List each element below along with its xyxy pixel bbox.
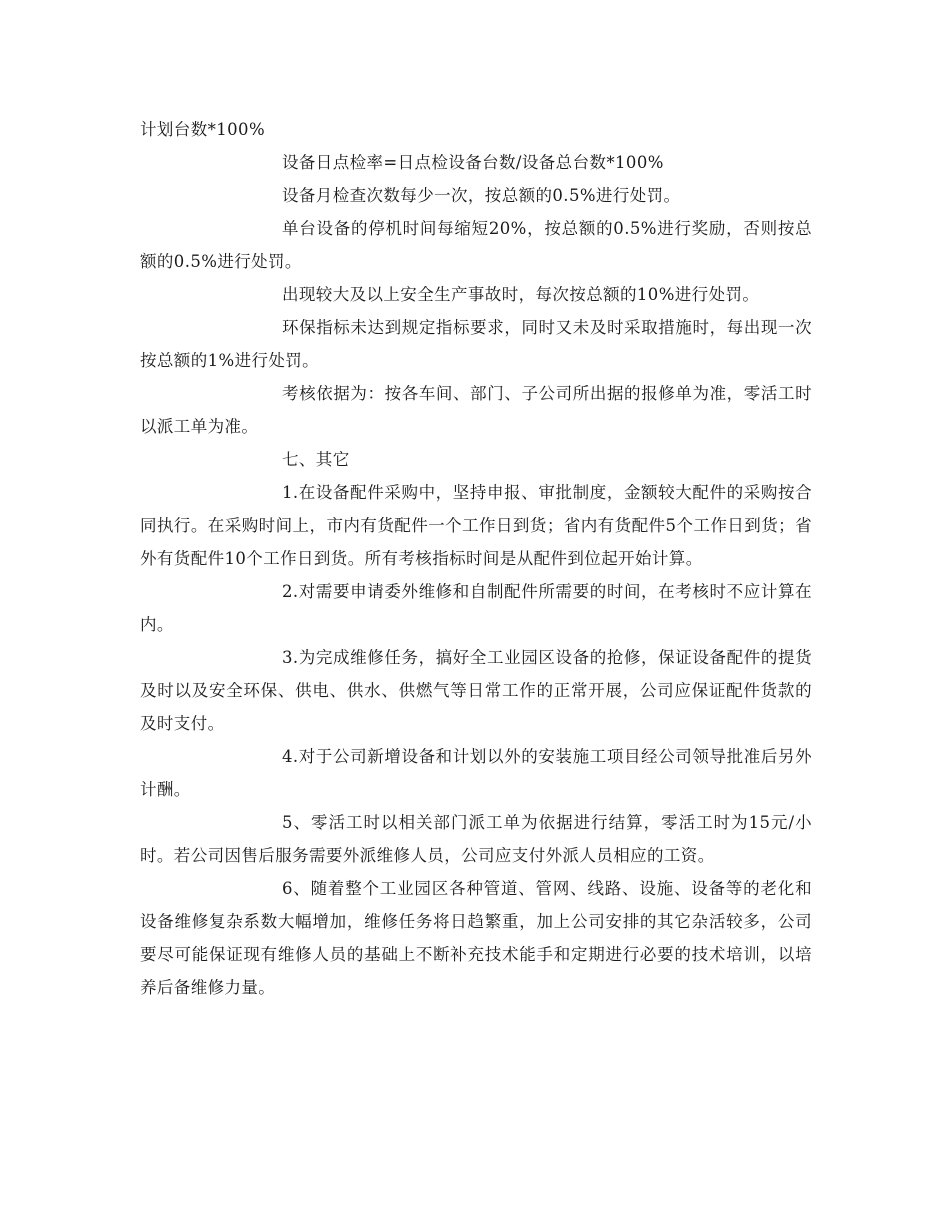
section-heading-other: 七、其它 bbox=[282, 450, 350, 469]
paragraph-item-1-procurement: 1.在设备配件采购中，坚持申报、审批制度，金额较大配件的采购按合同执行。在采购时间上，市内有货配件一个工作日到货；省内有货配件5个工作日到货；省外有货配件10个工作日到货。所有考核指标时间是从配件到位起开始计算。 bbox=[140, 483, 812, 568]
paragraph-environmental-penalty: 环保指标未达到规定指标要求，同时又未及时采取措施时，每出现一次按总额的1%进行处罚。 bbox=[140, 318, 812, 370]
paragraph-item-2-outsourcing: 2.对需要申请委外维修和自制配件所需要的时间，在考核时不应计算在内。 bbox=[140, 582, 812, 634]
document-body bbox=[140, 113, 812, 1004]
paragraph-daily-inspection-rate: 设备日点检率=日点检设备台数/设备总台数*100% bbox=[282, 153, 664, 172]
paragraph-downtime-reward: 单台设备的停机时间每缩短20%，按总额的0.5%进行奖励，否则按总额的0.5%进行处罚。 bbox=[140, 219, 812, 271]
paragraph-item-4-extra-pay: 4.对于公司新增设备和计划以外的安装施工项目经公司领导批准后另外计酬。 bbox=[140, 747, 812, 799]
paragraph-item-6-training: 6、随着整个工业园区各种管道、管网、线路、设施、设备等的老化和设备维修复杂系数大幅增加，维修任务将日趋繁重，加上公司安排的其它杂活较多，公司要尽可能保证现有维修人员的基础上不断补充技术能手和定期进行必要的技术培训，以培养后备维修力量。 bbox=[140, 879, 812, 997]
paragraph-assessment-basis: 考核依据为：按各车间、部门、子公司所出据的报修单为准，零活工时以派工单为准。 bbox=[140, 384, 812, 436]
paragraph-safety-accident-penalty: 出现较大及以上安全生产事故时，每次按总额的10%进行处罚。 bbox=[282, 285, 760, 304]
paragraph-item-3-payment: 3.为完成维修任务，搞好全工业园区设备的抢修，保证设备配件的提货及时以及安全环保、供电、供水、供燃气等日常工作的正常开展，公司应保证配件货款的及时支付。 bbox=[140, 648, 812, 733]
paragraph-item-5-odd-jobs: 5、零活工时以相关部门派工单为依据进行结算，零活工时为15元/小时。若公司因售后服务需要外派维修人员，公司应支付外派人员相应的工资。 bbox=[140, 813, 812, 865]
paragraph-continuation: 计划台数*100% bbox=[140, 120, 266, 139]
paragraph-monthly-inspection-penalty: 设备月检查次数每少一次，按总额的0.5%进行处罚。 bbox=[282, 186, 681, 205]
